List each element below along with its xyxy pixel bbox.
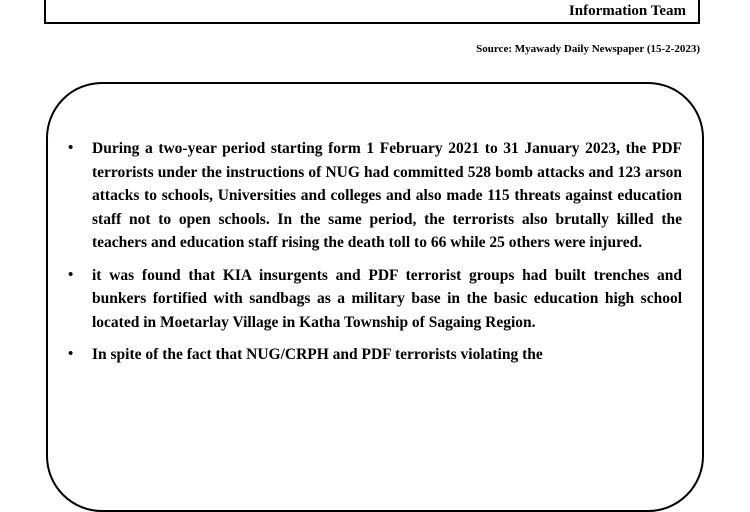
bullet-item-1 bbox=[66, 137, 682, 255]
bullet-text: it was found that KIA insurgents and PDF terrorist groups had built trenches and bunkers fortified with sandbags as a military base in the basic education high school located in Moetarlay Village in Katha Township of Sagaing Region. bbox=[92, 266, 682, 331]
header-box bbox=[44, 0, 700, 24]
header-box-text: Information Team bbox=[568, 3, 686, 19]
bullet-dot-icon: • bbox=[68, 140, 74, 156]
bullet-dot-icon: • bbox=[68, 346, 74, 362]
bullet-item-2 bbox=[66, 264, 682, 335]
bullet-item-3 bbox=[66, 343, 682, 367]
bullet-text: In spite of the fact that NUG/CRPH and PDF terrorists violating the bbox=[92, 346, 543, 363]
bullet-dot-icon: • bbox=[68, 266, 74, 283]
bullet-text: During a two-year period starting form 1 February 2021 to 31 January 2023, the PDF terrorists under the instructions of NUG had committed 528 bomb attacks and 123 arson attacks to schools, Universities and colleges and also made 115 threats against education staff not to open schools. In the same period, the terrorists also brutally killed the teachers and education staff rising the death toll to 66 while 25 others were injured. bbox=[92, 140, 682, 251]
bullet-list bbox=[66, 137, 682, 376]
source-citation: Source: Myawady Daily Newspaper (15-2-2023) bbox=[476, 43, 700, 55]
